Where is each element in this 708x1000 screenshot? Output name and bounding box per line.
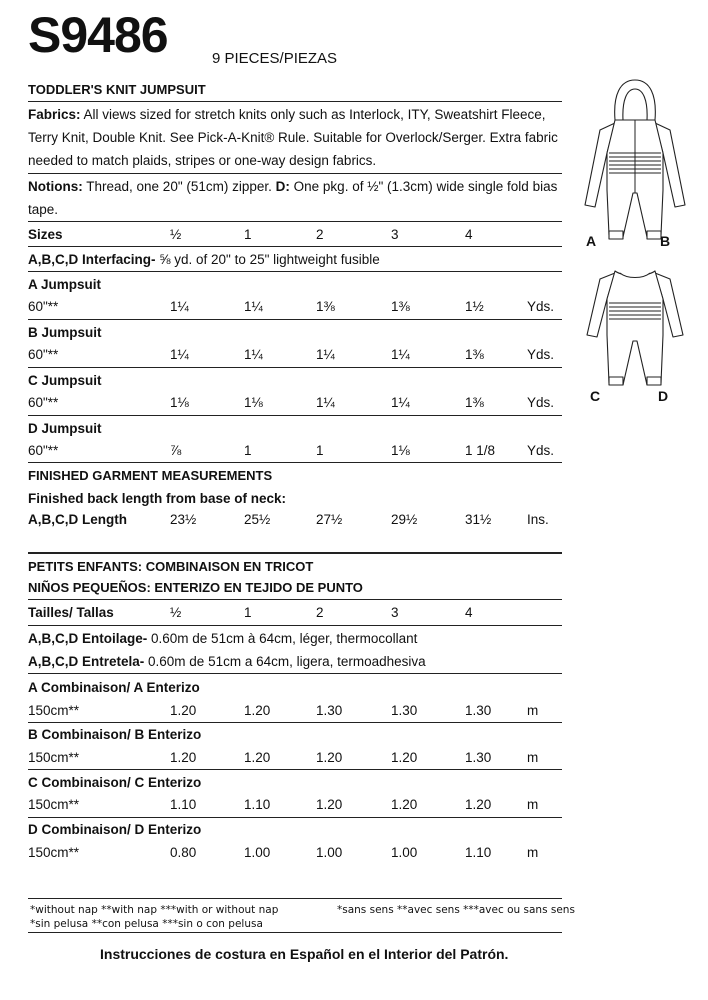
metric-value: 1.00 bbox=[391, 845, 418, 860]
yardage-name: B Jumpsuit bbox=[28, 325, 102, 340]
metric-value: 1.20 bbox=[465, 797, 492, 812]
yardage-value: 1⅛ bbox=[170, 395, 189, 410]
yardage-value: 1¼ bbox=[391, 395, 410, 410]
figure-label-b: B bbox=[660, 233, 671, 249]
metric-name: D Combinaison/ D Enterizo bbox=[28, 822, 202, 837]
divider bbox=[28, 599, 562, 600]
unit-label: m bbox=[527, 703, 539, 718]
divider bbox=[28, 246, 562, 247]
yardage-value: 1⅜ bbox=[316, 299, 335, 314]
yardage-name: A Jumpsuit bbox=[28, 277, 102, 292]
length-value: 29½ bbox=[391, 512, 418, 527]
divider bbox=[28, 319, 562, 320]
yardage-value: 1¼ bbox=[316, 395, 335, 410]
metric-value: 1.20 bbox=[316, 797, 343, 812]
interfacing-label: A,B,C,D Interfacing- bbox=[28, 252, 156, 267]
size-value: ½ bbox=[170, 605, 182, 620]
divider bbox=[28, 101, 562, 102]
jumpsuit-ab-illustration bbox=[575, 75, 695, 255]
metric-value: 1.20 bbox=[391, 797, 418, 812]
yardage-row bbox=[28, 299, 562, 317]
metric-row bbox=[28, 750, 562, 768]
tailles-label: Tailles/ Tallas bbox=[28, 605, 114, 620]
fabric-width: 150cm** bbox=[28, 845, 80, 860]
entoilage-label: A,B,C,D Entoilage- bbox=[28, 631, 148, 646]
metric-value: 1.30 bbox=[391, 703, 418, 718]
divider bbox=[28, 552, 562, 554]
size-value: 1 bbox=[244, 227, 252, 242]
metric-value: 1.20 bbox=[244, 750, 271, 765]
fabric-width: 60"** bbox=[28, 443, 59, 458]
metric-name: B Combinaison/ B Enterizo bbox=[28, 727, 202, 742]
yardage-value: 1⅛ bbox=[391, 443, 410, 458]
figure-label-a: A bbox=[586, 233, 597, 249]
unit-label: Yds. bbox=[527, 443, 555, 458]
fabrics-line-3: needed to match plaids, stripes or one-way design fabrics. bbox=[28, 153, 377, 168]
fabric-width: 60"** bbox=[28, 347, 59, 362]
yardage-value: 1¼ bbox=[170, 299, 189, 314]
divider bbox=[28, 898, 562, 899]
yardage-value: 1⅛ bbox=[244, 395, 263, 410]
size-value: 4 bbox=[465, 605, 473, 620]
interfacing-line bbox=[28, 252, 380, 268]
divider bbox=[28, 673, 562, 674]
yardage-value: 1¼ bbox=[391, 347, 410, 362]
figure-label-d: D bbox=[658, 388, 669, 404]
fabric-width: 150cm** bbox=[28, 797, 80, 812]
figure-label-c: C bbox=[590, 388, 601, 404]
entretela-line bbox=[28, 654, 426, 670]
fabric-width: 150cm** bbox=[28, 750, 80, 765]
metric-row bbox=[28, 845, 562, 863]
length-value: 23½ bbox=[170, 512, 197, 527]
fabric-width: 150cm** bbox=[28, 703, 80, 718]
spanish-title: NIÑOS PEQUEÑOS: ENTERIZO EN TEJIDO DE PUNTO bbox=[28, 580, 363, 595]
unit-label: m bbox=[527, 750, 539, 765]
metric-value: 1.30 bbox=[465, 750, 492, 765]
yardage-value: 1½ bbox=[465, 299, 484, 314]
size-value: 4 bbox=[465, 227, 473, 242]
metric-value: 1.10 bbox=[170, 797, 197, 812]
yardage-row bbox=[28, 347, 562, 365]
yardage-value: 1¼ bbox=[170, 347, 189, 362]
metric-value: 1.10 bbox=[244, 797, 271, 812]
interfacing-text: ⅝ yd. of 20" to 25" lightweight fusible bbox=[155, 252, 380, 267]
yardage-name: C Jumpsuit bbox=[28, 373, 102, 388]
unit-label: m bbox=[527, 797, 539, 812]
notions-d-label: D: bbox=[275, 179, 290, 194]
fabric-width: 60"** bbox=[28, 299, 59, 314]
size-value: 3 bbox=[391, 605, 399, 620]
fabrics-line-2: Terry Knit, Double Knit. See Pick-A-Knit® Rule. Suitable for Overlock/Serger. Extra fabric bbox=[28, 130, 558, 145]
pattern-title: TODDLER'S KNIT JUMPSUIT bbox=[28, 82, 206, 97]
divider bbox=[28, 271, 562, 272]
yardage-row bbox=[28, 443, 562, 461]
yardage-value: 1 bbox=[244, 443, 252, 458]
notions-text-1a: Thread, one 20" (51cm) zipper. bbox=[82, 179, 276, 194]
tailles-row bbox=[28, 605, 562, 623]
divider bbox=[28, 625, 562, 626]
fabrics-text-1: All views sized for stretch knits only such as Interlock, ITY, Sweatshirt Fleece, bbox=[80, 107, 546, 122]
jumpsuit-cd-illustration bbox=[575, 265, 695, 395]
metric-value: 1.30 bbox=[316, 703, 343, 718]
metric-value: 0.80 bbox=[170, 845, 197, 860]
length-value: 31½ bbox=[465, 512, 492, 527]
fabrics-line-1 bbox=[28, 107, 545, 123]
yardage-value: 1¼ bbox=[316, 347, 335, 362]
metric-row bbox=[28, 703, 562, 721]
size-value: 2 bbox=[316, 227, 324, 242]
divider bbox=[28, 415, 562, 416]
metric-name: A Combinaison/ A Enterizo bbox=[28, 680, 200, 695]
divider bbox=[28, 367, 562, 368]
notions-line-1 bbox=[28, 179, 557, 195]
footnote-french: *sans sens **avec sens ***avec ou sans sens bbox=[337, 904, 575, 916]
divider bbox=[28, 817, 562, 818]
footnote-english: *without nap **with nap ***with or without nap bbox=[30, 904, 279, 916]
yardage-row bbox=[28, 395, 562, 413]
yardage-value: 1¼ bbox=[244, 347, 263, 362]
fabrics-label: Fabrics: bbox=[28, 107, 81, 122]
metric-value: 1.20 bbox=[170, 703, 197, 718]
size-value: ½ bbox=[170, 227, 182, 242]
notions-text-1b: One pkg. of ½" (1.3cm) wide single fold bias bbox=[289, 179, 558, 194]
size-value: 3 bbox=[391, 227, 399, 242]
finished-subheading: Finished back length from base of neck: bbox=[28, 491, 287, 506]
yardage-value: 1 1/8 bbox=[465, 443, 496, 458]
size-value: 2 bbox=[316, 605, 324, 620]
finished-length-row bbox=[28, 512, 562, 530]
yardage-value: 1⅜ bbox=[391, 299, 410, 314]
pieces-count: 9 PIECES/PIEZAS bbox=[212, 50, 338, 67]
unit-label: m bbox=[527, 845, 539, 860]
entretela-text: 0.60m de 51cm a 64cm, ligera, termoadhesiva bbox=[144, 654, 426, 669]
metric-value: 1.20 bbox=[316, 750, 343, 765]
sizes-label: Sizes bbox=[28, 227, 63, 242]
entoilage-line bbox=[28, 631, 417, 647]
notions-line-2: tape. bbox=[28, 202, 59, 217]
metric-value: 1.20 bbox=[170, 750, 197, 765]
divider bbox=[28, 221, 562, 222]
yardage-value: 1¼ bbox=[244, 299, 263, 314]
metric-value: 1.10 bbox=[465, 845, 492, 860]
footnote-spanish: *sin pelusa **con pelusa ***sin o con pelusa bbox=[30, 918, 263, 930]
metric-value: 1.00 bbox=[244, 845, 271, 860]
unit-label: Yds. bbox=[527, 395, 555, 410]
yardage-value: ⅞ bbox=[170, 443, 182, 458]
metric-row bbox=[28, 797, 562, 815]
divider bbox=[28, 932, 562, 933]
unit-label: Ins. bbox=[527, 512, 549, 527]
entretela-label: A,B,C,D Entretela- bbox=[28, 654, 145, 669]
notions-label: Notions: bbox=[28, 179, 83, 194]
size-value: 1 bbox=[244, 605, 252, 620]
metric-value: 1.00 bbox=[316, 845, 343, 860]
metric-value: 1.30 bbox=[465, 703, 492, 718]
spanish-instructions-note: Instrucciones de costura en Español en el Interior del Patrón. bbox=[100, 946, 509, 962]
metric-name: C Combinaison/ C Enterizo bbox=[28, 775, 202, 790]
unit-label: Yds. bbox=[527, 299, 555, 314]
sizes-row bbox=[28, 227, 562, 245]
divider bbox=[28, 722, 562, 723]
length-value: 27½ bbox=[316, 512, 343, 527]
pattern-number: S9486 bbox=[28, 7, 168, 63]
divider bbox=[28, 462, 562, 463]
divider bbox=[28, 769, 562, 770]
fabric-width: 60"** bbox=[28, 395, 59, 410]
metric-value: 1.20 bbox=[244, 703, 271, 718]
length-value: 25½ bbox=[244, 512, 271, 527]
metric-value: 1.20 bbox=[391, 750, 418, 765]
yardage-value: 1 bbox=[316, 443, 324, 458]
yardage-value: 1⅜ bbox=[465, 347, 484, 362]
length-label: A,B,C,D Length bbox=[28, 512, 127, 527]
yardage-name: D Jumpsuit bbox=[28, 421, 102, 436]
divider bbox=[28, 173, 562, 174]
entoilage-text: 0.60m de 51cm à 64cm, léger, thermocollant bbox=[147, 631, 418, 646]
unit-label: Yds. bbox=[527, 347, 555, 362]
french-title: PETITS ENFANTS: COMBINAISON EN TRICOT bbox=[28, 559, 314, 574]
yardage-value: 1⅜ bbox=[465, 395, 484, 410]
finished-heading: FINISHED GARMENT MEASUREMENTS bbox=[28, 468, 273, 483]
